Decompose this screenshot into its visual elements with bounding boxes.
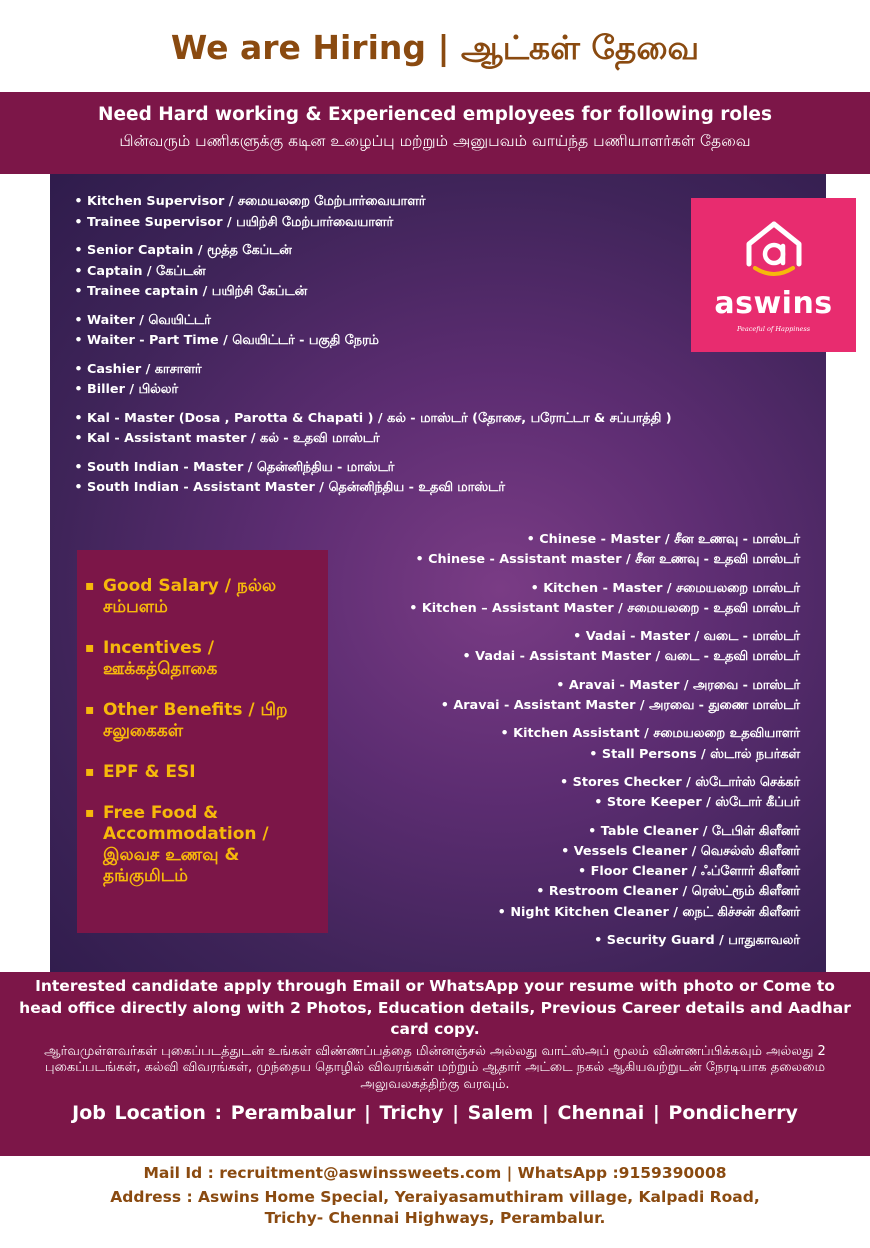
role-item: • Kitchen Assistant / சமையலறை உதவியாளர் bbox=[330, 724, 800, 744]
benefit-item bbox=[85, 762, 328, 783]
role-item: • Kitchen Supervisor / சமையலறை மேற்பார்வையாளர் bbox=[70, 192, 790, 213]
roles-list-left bbox=[70, 192, 790, 507]
role-item: • Trainee captain / பயிற்சி கேப்டன் bbox=[70, 282, 790, 303]
roles_right-group bbox=[330, 773, 800, 814]
benefit-label: Other Benefits / பிற சலுகைகள் bbox=[103, 700, 288, 741]
page-title: We are Hiring | ஆட்கள் தேவை bbox=[170, 28, 700, 67]
address-line-2: Trichy- Chennai Highways, Perambalur. bbox=[264, 1209, 606, 1227]
contact-address bbox=[0, 1187, 870, 1229]
benefit-item bbox=[85, 576, 328, 618]
role-item: • Store Keeper / ஸ்டோர் கீப்பர் bbox=[330, 793, 800, 813]
role-item: • Kal - Assistant master / கல் - உதவி மாஸ்டர் bbox=[70, 429, 790, 450]
role-item: • South Indian - Master / தென்னிந்திய - மாஸ்டர் bbox=[70, 458, 790, 479]
roles_right-group bbox=[330, 822, 800, 923]
logo-tagline: Peaceful of Happiness bbox=[736, 325, 811, 333]
bullet-icon: ▪ bbox=[85, 764, 95, 780]
bullet-icon: ▪ bbox=[85, 702, 95, 718]
role-item: • Chinese - Master / சீன உணவு - மாஸ்டர் bbox=[330, 530, 800, 550]
banner-subtitle-en: Need Hard working & Experienced employees for following roles bbox=[98, 104, 772, 125]
apply-instructions-ta: ஆர்வமுள்ளவர்கள் புகைப்படத்துடன் உங்கள் விண்ணப்பத்தை மின்னஞ்சல் அல்லது வாட்ஸ்அப் மூலம் விண்ணப்பிக்கவும் அல்லது 2 புகைப்படங்கள், கல்வி விவரங்கள், முந்தைய தொழில் விவரங்கள் மற்றும் ஆதார் அட்டை நகல் ஆகியவற்றுடன் நேரடியாக தலைமை அலுவலகத்திற்கு வரவும். bbox=[44, 1043, 826, 1092]
benefit-label: Free Food & Accommodation / இலவச உணவு & தங்குமிடம் bbox=[103, 803, 269, 886]
roles_right-group bbox=[330, 676, 800, 717]
address-line-1: Address : Aswins Home Special, Yeraiyasamuthiram village, Kalpadi Road, bbox=[110, 1188, 760, 1206]
contact-info bbox=[0, 1164, 870, 1229]
role-item: • Security Guard / பாதுகாவலர் bbox=[330, 931, 800, 951]
benefit-label: EPF & ESI bbox=[103, 762, 196, 782]
role-item: • Cashier / காசாளர் bbox=[70, 360, 790, 381]
role-item: • South Indian - Assistant Master / தென்னிந்திய - உதவி மாஸ்டர் bbox=[70, 478, 790, 499]
benefit-label: Good Salary / நல்ல சம்பளம் bbox=[103, 576, 277, 617]
logo-name: aswins bbox=[714, 286, 833, 321]
role-item: • Night Kitchen Cleaner / நைட் கிச்சன் கிளீனர் bbox=[330, 903, 800, 923]
benefit-item bbox=[85, 803, 328, 887]
apply-instructions-en: Interested candidate apply through Email or WhatsApp your resume with photo or Come to head office directly along with 2 Photos, Education details, Previous Career details and Aadhar card copy. bbox=[19, 977, 851, 1038]
role-item: • Table Cleaner / டேபிள் கிளீனர் bbox=[330, 822, 800, 842]
role-item: • Restroom Cleaner / ரெஸ்ட்ரூம் கிளீனர் bbox=[330, 882, 800, 902]
role-item: • Kal - Master (Dosa , Parotta & Chapati ) / கல் - மாஸ்டர் (தோசை, பரோட்டா & சப்பாத்தி ) bbox=[70, 409, 790, 430]
role-item: • Aravai - Master / அரவை - மாஸ்டர் bbox=[330, 676, 800, 696]
role-item: • Vadai - Assistant Master / வடை - உதவி மாஸ்டர் bbox=[330, 647, 800, 667]
roles_left-group bbox=[70, 458, 790, 499]
contact-mail[interactable]: Mail Id : recruitment@aswinssweets.com | WhatsApp :9159390008 bbox=[143, 1164, 727, 1182]
roles_right-group bbox=[330, 530, 800, 571]
apply-section bbox=[0, 972, 870, 1156]
role-item: • Waiter - Part Time / வெயிட்டர் - பகுதி நேரம் bbox=[70, 331, 790, 352]
benefit-item bbox=[85, 638, 328, 680]
bullet-icon: ▪ bbox=[85, 805, 95, 821]
role-item: • Senior Captain / மூத்த கேப்டன் bbox=[70, 241, 790, 262]
role-item: • Kitchen - Master / சமையலறை மாஸ்டர் bbox=[330, 579, 800, 599]
benefit-label: Incentives / ஊக்கத்தொகை bbox=[103, 638, 218, 679]
job-location: Job Location : Perambalur | Trichy | Salem | Chennai | Pondicherry bbox=[72, 1102, 798, 1124]
role-item: • Aravai - Assistant Master / அரவை - துணை மாஸ்டர் bbox=[330, 696, 800, 716]
benefits-box bbox=[77, 550, 328, 933]
roles_right-group bbox=[330, 724, 800, 765]
role-item: • Stores Checker / ஸ்டோர்ஸ் செக்கர் bbox=[330, 773, 800, 793]
banner-subtitle-ta: பின்வரும் பணிகளுக்கு கடின உழைப்பு மற்றும் அனுபவம் வாய்ந்த பணியாளர்கள் தேவை bbox=[119, 132, 751, 150]
role-item: • Chinese - Assistant master / சீன உணவு - உதவி மாஸ்டர் bbox=[330, 550, 800, 570]
bullet-icon: ▪ bbox=[85, 578, 95, 594]
role-item: • Waiter / வெயிட்டர் bbox=[70, 311, 790, 332]
roles_left-group bbox=[70, 360, 790, 401]
roles_left-group bbox=[70, 241, 790, 303]
benefit-item bbox=[85, 700, 328, 742]
role-item: • Vadai - Master / வடை - மாஸ்டர் bbox=[330, 627, 800, 647]
bullet-icon: ▪ bbox=[85, 640, 95, 656]
role-item: • Kitchen – Assistant Master / சமையலறை - உதவி மாஸ்டர் bbox=[330, 599, 800, 619]
roles-banner bbox=[0, 92, 870, 174]
roles_right-group bbox=[330, 579, 800, 620]
roles_left-group bbox=[70, 192, 790, 233]
roles_right-group bbox=[330, 627, 800, 668]
roles_left-group bbox=[70, 311, 790, 352]
role-item: • Trainee Supervisor / பயிற்சி மேற்பார்வையாளர் bbox=[70, 213, 790, 234]
roles_left-group bbox=[70, 409, 790, 450]
role-item: • Vessels Cleaner / வெசல்ஸ் கிளீனர் bbox=[330, 842, 800, 862]
role-item: • Floor Cleaner / ஃப்ளோர் கிளீனர் bbox=[330, 862, 800, 882]
roles_right-group bbox=[330, 931, 800, 951]
role-item: • Stall Persons / ஸ்டால் நபர்கள் bbox=[330, 745, 800, 765]
role-item: • Captain / கேப்டன் bbox=[70, 262, 790, 283]
roles-list-right bbox=[330, 530, 800, 959]
role-item: • Biller / பில்லர் bbox=[70, 380, 790, 401]
